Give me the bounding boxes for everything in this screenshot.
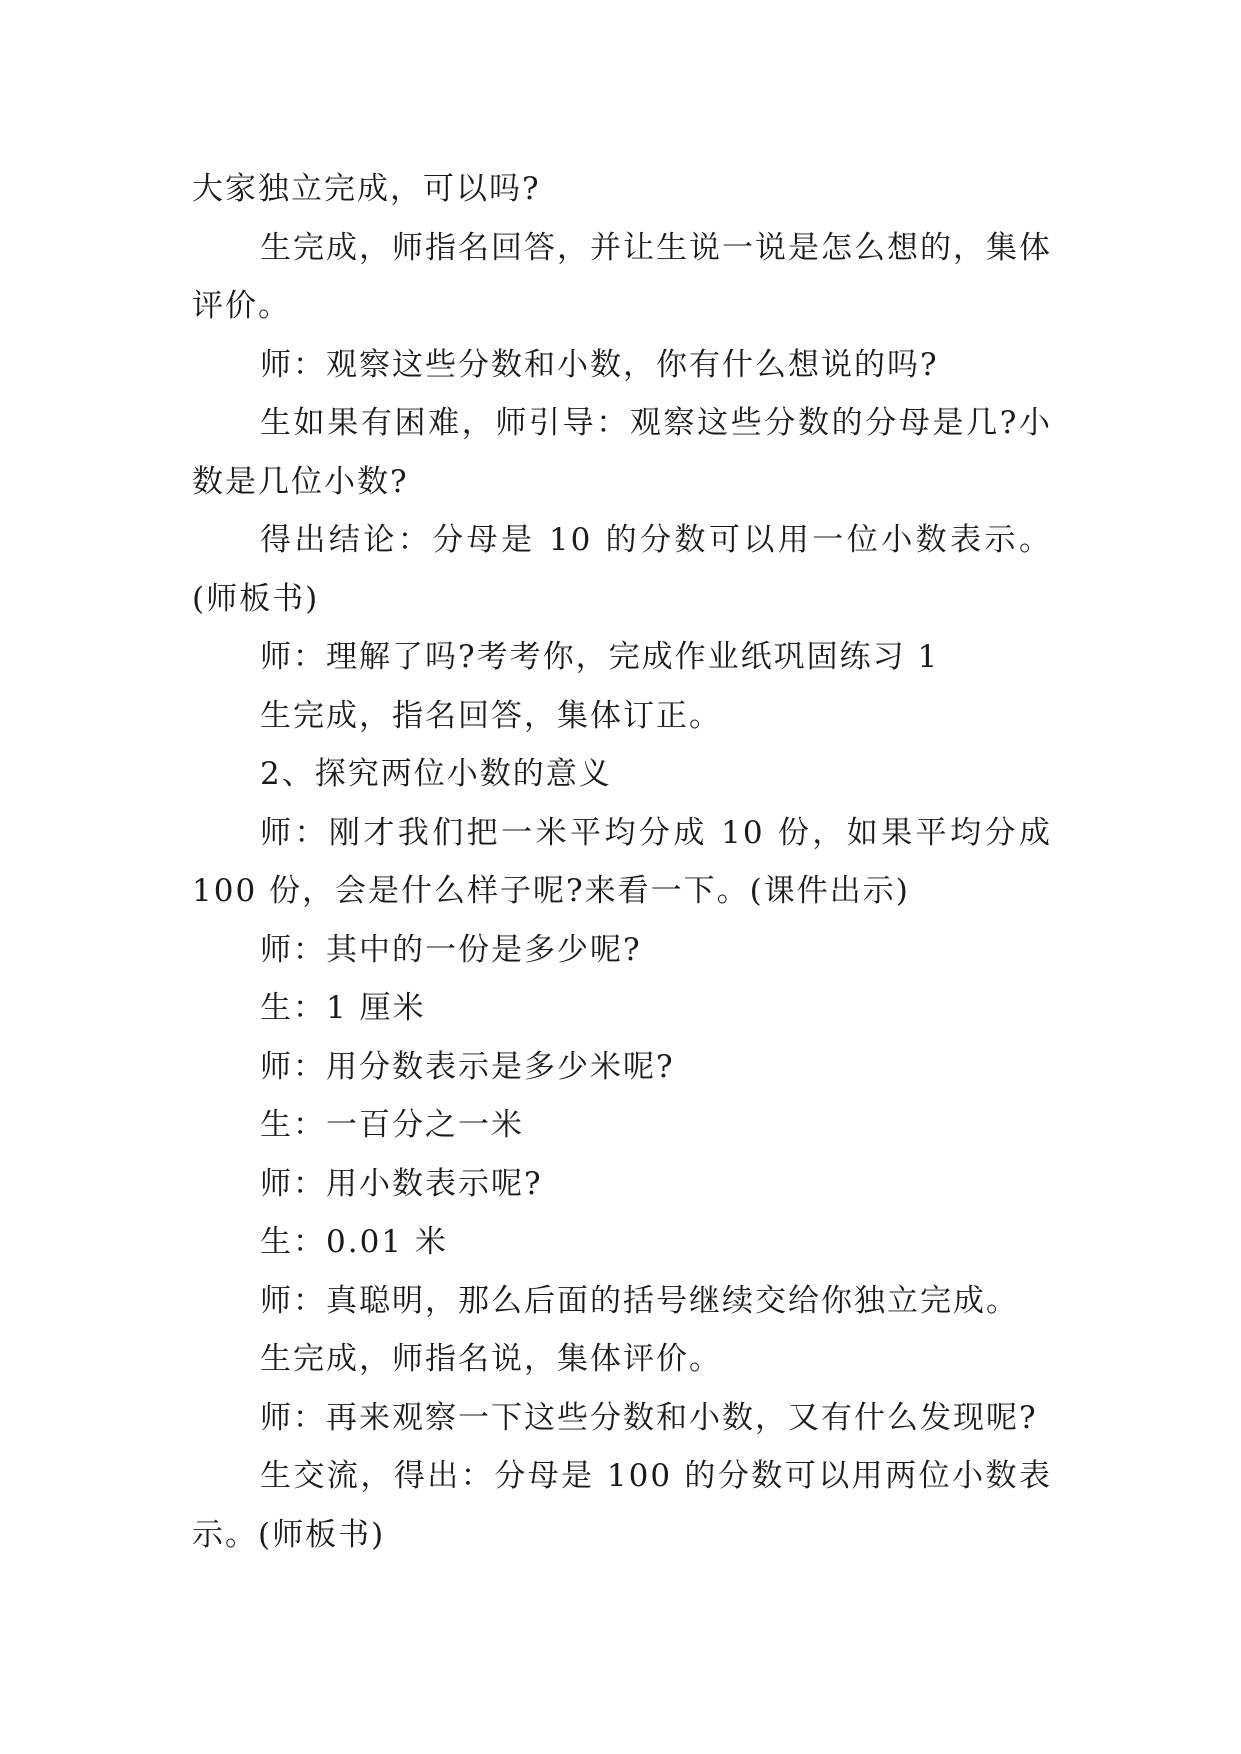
paragraph: 生：一百分之一米: [260, 1107, 524, 1143]
paragraph: 得出结论：分母是 10 的分数可以用一位小数表示。(师板书): [192, 522, 1052, 617]
paragraph: 师：再来观察一下这些分数和小数，又有什么发现呢?: [260, 1399, 1038, 1436]
paragraph: 师：其中的一份是多少呢?: [260, 931, 642, 968]
paragraph: 师：真聪明，那么后面的括号继续交给你独立完成。: [260, 1282, 1019, 1319]
paragraph: 生如果有困难，师引导：观察这些分数的分母是几?小数是几位小数?: [192, 405, 1052, 500]
paragraph: 师：用小数表示呢?: [260, 1165, 543, 1202]
paragraph: 生交流，得出：分母是 100 的分数可以用两位小数表示。(师板书): [192, 1458, 1052, 1553]
paragraph: 大家独立完成，可以吗?: [192, 171, 541, 207]
paragraph: 师：观察这些分数和小数，你有什么想说的吗?: [260, 346, 939, 383]
paragraph: 生完成，师指名说，集体评价。: [260, 1341, 722, 1377]
paragraph: 生完成，指名回答，集体订正。: [260, 697, 722, 734]
document-body: [192, 160, 1052, 1564]
paragraph: 生：1 厘米: [260, 990, 426, 1026]
paragraph: 师：刚才我们把一米平均分成 10 份，如果平均分成 100 份，会是什么样子呢?来看一下。(课件出示): [192, 814, 1052, 909]
paragraph: 师：用分数表示是多少米呢?: [260, 1048, 675, 1085]
section-heading: 2、探究两位小数的意义: [260, 756, 612, 792]
paragraph: 生完成，师指名回答，并让生说一说是怎么想的，集体评价。: [192, 229, 1052, 324]
paragraph: 生：0.01 米: [260, 1224, 448, 1260]
paragraph: 师：理解了吗?考考你，完成作业纸巩固练习 1: [260, 639, 940, 675]
